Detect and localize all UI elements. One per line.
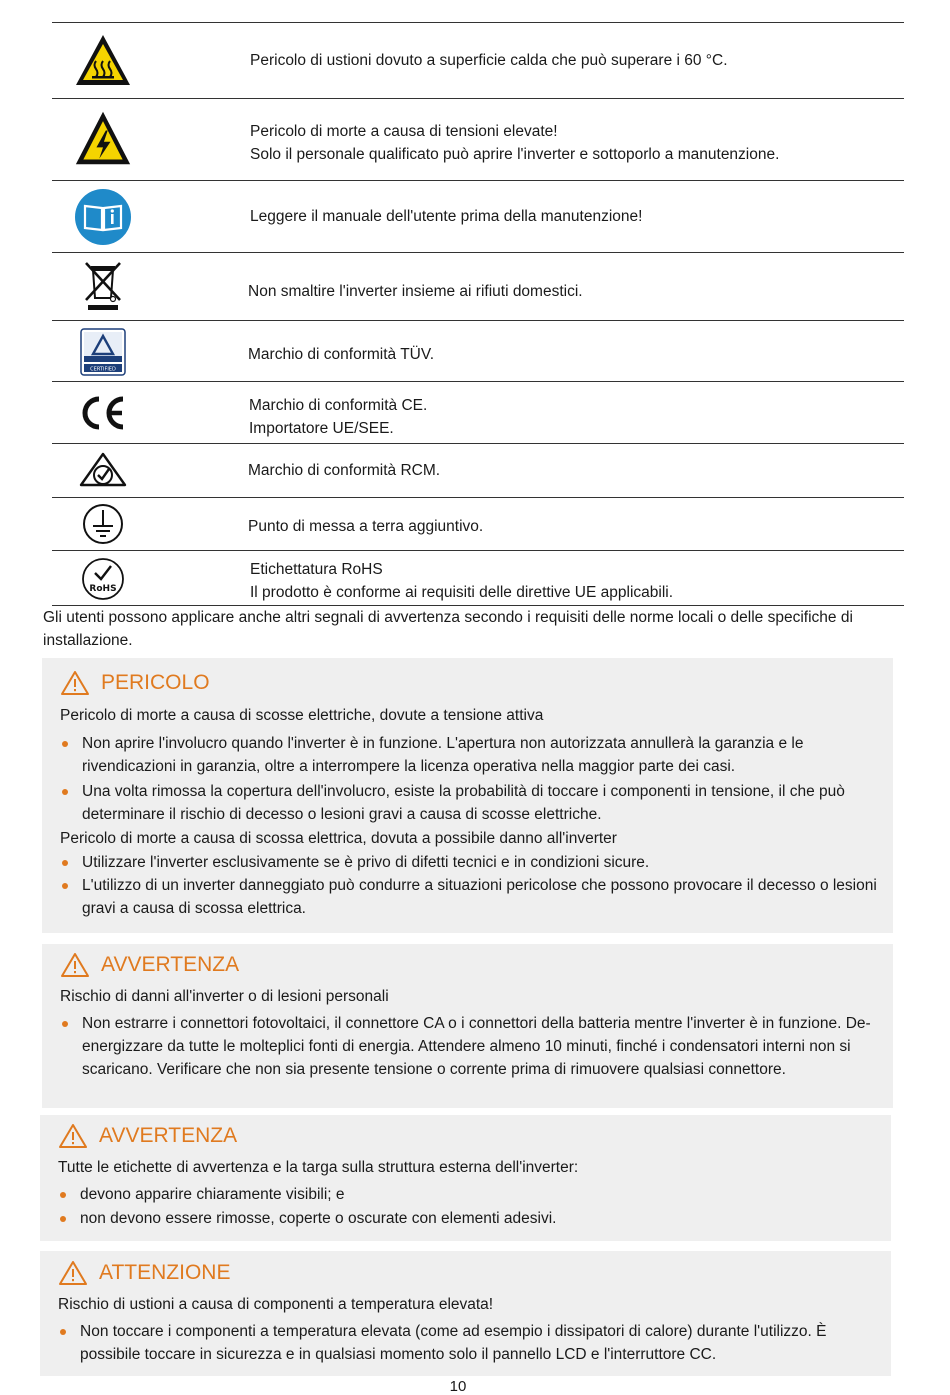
notice-title: AVVERTENZA	[99, 1124, 238, 1147]
hot-surface-warning-icon	[74, 31, 132, 89]
notice-subheading: Rischio di ustioni a causa di componenti a temperatura elevata!	[58, 1296, 494, 1313]
notice-title: PERICOLO	[101, 671, 210, 694]
symbol-description-line: Non smaltire l'inverter insieme ai rifiuti domestici.	[248, 283, 583, 300]
weee-crossed-bin-icon	[74, 260, 132, 312]
symbol-row	[52, 253, 904, 321]
symbol-description-line: Marchio di conformità TÜV.	[248, 346, 435, 363]
notice-bullet: Utilizzare l'inverter esclusivamente se è privo di difetti tecnici e in condizioni sicure.	[82, 851, 887, 874]
symbol-description-line: Leggere il manuale dell'utente prima della manutenzione!	[250, 208, 643, 225]
notice-bullet: non devono essere rimosse, coperte o oscurate con elementi adesivi.	[80, 1207, 885, 1230]
notice-title: ATTENZIONE	[99, 1261, 231, 1284]
notice-subheading: Tutte le etichette di avvertenza e la targa sulla struttura esterna dell'inverter:	[58, 1159, 579, 1176]
danger-notice-box	[42, 658, 893, 933]
intro-paragraph: Gli utenti possono applicare anche altri segnali di avvertenza secondo i requisiti delle norme locali o delle specifiche di installazione.	[43, 609, 853, 649]
symbol-table	[52, 22, 904, 606]
notice-bullet: Una volta rimossa la copertura dell'involucro, esiste la probabilità di toccare i componenti in tensione, il che può determinare il rischio di decesso o lesioni gravi a causa di scosse elettriche.	[82, 780, 887, 826]
notice-subheading: Pericolo di morte a causa di scossa elettrica, dovuta a possibile danno all'inverter	[60, 830, 617, 847]
notice-bullet: Non aprire l'involucro quando l'inverter è in funzione. L'apertura non autorizzata annullerà la garanzia e le rivendicazioni in garanzia, oltre a interrompere la licenza operativa nella maggior parte dei casi.	[82, 732, 887, 778]
warning-triangle-icon	[60, 952, 90, 978]
symbol-row	[52, 22, 904, 99]
tuv-band-text: CERTIFIED	[90, 366, 116, 373]
symbol-description-line: Punto di messa a terra aggiuntivo.	[248, 518, 484, 535]
notice-subheading: Pericolo di morte a causa di scosse elettriche, dovute a tensione attiva	[60, 707, 544, 724]
symbol-description-line: Pericolo di ustioni dovuto a superficie calda che può superare i 60 °C.	[250, 52, 728, 69]
symbol-description-line: Etichettatura RoHS	[250, 561, 383, 578]
notice-bullet: Non estrarre i connettori fotovoltaici, il connettore CA o i connettori della batteria mentre l'inverter è in funzione. De-energizzare da tutte le molteplici fonti di energia. Attendere almeno 10 minuti, finché i condensatori interni non si scaricano. Verificare che non sia presente tensione o corrente prima di rimuovere qualsiasi connettore.	[82, 1012, 887, 1081]
warning-notice-box	[42, 944, 893, 1108]
warning-triangle-icon	[60, 670, 90, 696]
read-manual-icon	[74, 188, 132, 246]
notice-subheading: Rischio di danni all'inverter o di lesioni personali	[60, 988, 389, 1005]
symbol-row	[52, 498, 904, 551]
symbol-description-line: Marchio di conformità CE.	[249, 397, 428, 414]
rohs-text: RoHS	[89, 584, 117, 594]
symbol-row	[52, 321, 904, 382]
notice-bullet: L'utilizzo di un inverter danneggiato può condurre a situazioni pericolose che possono provocare il decesso o lesioni gravi a causa di scossa elettrica.	[82, 874, 887, 920]
symbol-row	[52, 181, 904, 253]
symbol-description-line: Solo il personale qualificato può aprire l'inverter e sottoporlo a manutenzione.	[250, 146, 780, 163]
rcm-mark-icon	[74, 451, 132, 489]
symbol-row	[52, 99, 904, 181]
ce-mark-icon	[74, 395, 132, 431]
rohs-mark-icon	[74, 556, 132, 602]
symbol-row	[52, 551, 904, 606]
warning-triangle-icon	[58, 1260, 88, 1286]
symbol-row	[52, 444, 904, 498]
notice-bullet: Non toccare i componenti a temperatura elevata (come ad esempio i dissipatori di calore) durante l'utilizzo. È possibile toccare in sicurezza e in qualsiasi momento solo il pannello LCD e l'interruttore CC.	[80, 1320, 885, 1366]
symbol-description-line: Il prodotto è conforme ai requisiti delle direttive UE applicabili.	[250, 584, 674, 601]
caution-notice-box	[40, 1251, 891, 1376]
warning-notice-box	[40, 1115, 891, 1241]
symbol-description-line: Marchio di conformità RCM.	[248, 462, 441, 479]
high-voltage-warning-icon	[74, 107, 132, 169]
ground-terminal-icon	[74, 502, 132, 546]
page-number: 10	[449, 1378, 467, 1395]
symbol-row	[52, 382, 904, 444]
notice-bullet: devono apparire chiaramente visibili; e	[80, 1183, 885, 1206]
notice-title: AVVERTENZA	[101, 953, 240, 976]
warning-triangle-icon	[58, 1123, 88, 1149]
symbol-description-line: Pericolo di morte a causa di tensioni elevate!	[250, 123, 558, 140]
symbol-description-line: Importatore UE/SEE.	[249, 420, 394, 437]
tuv-certified-mark-icon	[74, 328, 132, 376]
